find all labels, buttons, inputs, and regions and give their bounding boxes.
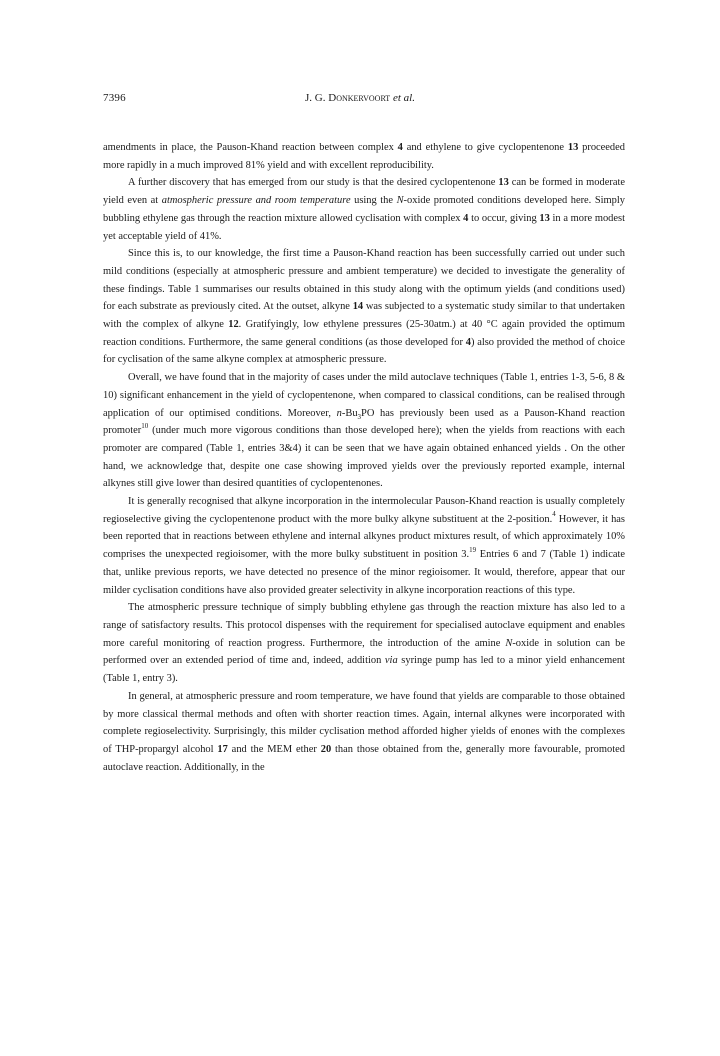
page-number: 7396 <box>103 92 126 104</box>
paragraph: amendments in place, the Pauson-Khand reaction between complex 4 and ethylene to give cyclopentenone 13 proceeded more rapidly in a much improved 81% yield and with excellent reproducibility. <box>103 142 626 171</box>
author-prefix: J. G. <box>305 92 329 104</box>
paragraph: In general, at atmospheric pressure and room temperature, we have found that yields are comparable to those obtained by more classical thermal methods and often with shorter reaction times. Again, internal alkynes were incorporated with complete regioselectivity. Surprisingly, this milder cyclisation method afforded higher yields of enones with the complexes of THP-propargyl alcohol 17 and the MEM ether 20 than those obtained from the, generally more favourable, promoted autoclave reaction. Additionally, in the <box>103 690 625 773</box>
running-head <box>0 92 720 104</box>
author-surname: Donkervoort <box>328 92 391 104</box>
paragraph: Overall, we have found that in the majority of cases under the mild autoclave techniques (Table 1, entries 1-3, 5-6, 8 & 10) significant enhancement in the yield of cyclopentenone, when compared to classical conditions, can be realised through application of our optimised conditions. Moreover, $n-Bu_3PO$ has previously been used as a Pauson-Khand reaction promoter$^{10}$ (under much more vigorous conditions than those developed here); when the yields from reactions with each promoter are compared (Table 1, entries 3&4) it can be seen that we have again obtained enhanced yields . On the other hand, we acknowledge that, despite one case showing improved yields over the previously reported example, internal alkynes still give lower than desired quantities of cyclopentenones. <box>103 372 625 490</box>
article-body <box>103 139 625 776</box>
paragraph: A further discovery that has emerged from our study is that the desired cyclopentenone 13 can be formed in moderate yield even at atmospheric pressure and room temperature using the N-oxide promoted conditions developed here. Simply bubbling ethylene gas through the reaction mixture allowed cyclisation with complex 4 to occur, giving 13 in a more modest yet acceptable yield of 41%. <box>103 177 625 242</box>
paragraph: Since this is, to our knowledge, the first time a Pauson-Khand reaction has been successfully carried out under such mild conditions (especially at atmospheric pressure and ambient temperature) we decided to investigate the generality of these findings. Table 1 summarises our results obtained in this study along with the optimum yields (and conditions used) for each substrate as previously cited. At the outset, alkyne 14 was subjected to a systematic study similar to that undertaken with the complex of alkyne 12. Gratifyingly, low ethylene pressures (25-30atm.) at 40 °C again provided the optimum reaction conditions. Furthermore, the same general conditions (as those developed for 4) also provided the method of choice for cyclisation of the same alkyne complex at atmospheric pressure. <box>103 248 625 366</box>
paragraph: The atmospheric pressure technique of simply bubbling ethylene gas through the reaction mixture has also led to a range of satisfactory results. This protocol dispenses with the requirement for specialised autoclave equipment and enables more careful monitoring of reaction progress. Furthermore, the introduction of the amine N-oxide in solution can be performed over an extended period of time and, indeed, addition via syringe pump has led to a minor yield enhancement (Table 1, entry 3). <box>103 602 625 685</box>
paragraph: It is generally recognised that alkyne incorporation in the intermolecular Pauson-Khand reaction is usually completely regioselective giving the cyclopentenone product with the more bulky alkyne substituent at the 2-position.$^4$ However, it has been reported that in reactions between ethylene and internal alkynes product mixtures result, of which approximately 10% comprises the unexpected regioisomer, with the more bulky substituent in position 3.19 Entries 6 and 7 (Table 1) indicate that, unlike previous reports, we have detected no presence of the minor regioisomer. It would, therefore, appear that our milder cyclisation conditions have also provided greater selectivity in alkyne incorporation reactions of this type. <box>103 496 625 596</box>
author-suffix: et al. <box>392 92 415 104</box>
